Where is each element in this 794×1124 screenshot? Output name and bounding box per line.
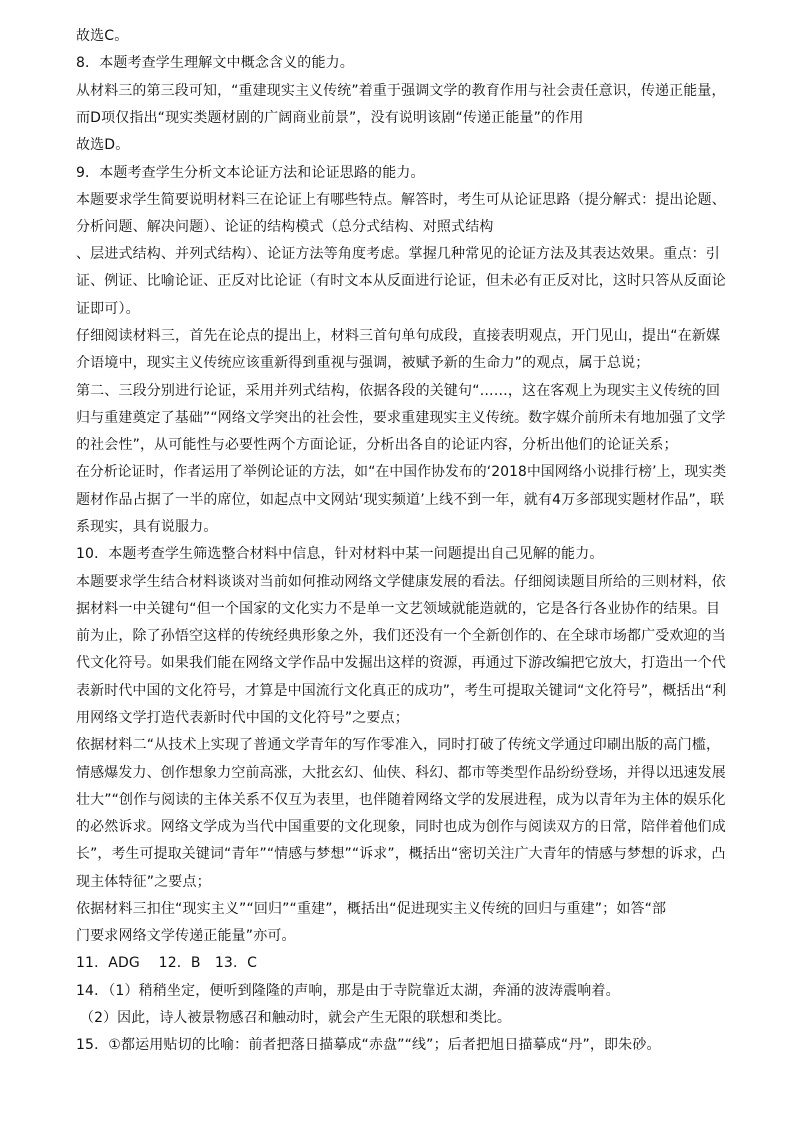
text-line: 系现实，具有说服力。: [76, 519, 218, 535]
text-line: 现主体特征”之要点；: [76, 874, 211, 890]
text-line: 分析问题、解决问题）、论证的结构模式（总分式结构、对照式结构: [76, 219, 494, 235]
text-line: 故选C。: [76, 28, 129, 44]
text-line: 本题要求学生结合材料谈谈对当前如何推动网络文学健康发展的看法。仔细阅读题目所给的三则材料，依: [76, 574, 726, 590]
text-line: 仔细阅读材料三，首先在论点的提出上，材料三首句单句成段，直接表明观点，开门见山，提出“在新媒: [76, 328, 721, 344]
text-line: 10．本题考查学生筛选整合材料中信息，针对材料中某一问题提出自己见解的能力。: [76, 546, 604, 562]
text-line: 从材料三的第三段可知，“重建现实主义传统”着重于强调文学的教育作用与社会责任意识，传递正能量，: [76, 83, 726, 99]
text-line: 在分析论证时，作者运用了举例论证的方法，如“在中国作协发布的‘2018中国网络小说排行榜’上，现实类: [76, 464, 727, 480]
text-line: 用网络文学打造代表新时代中国的文化符号”之要点；: [76, 710, 409, 726]
text-line: 11．ADG 12．B 13．C: [76, 955, 258, 971]
text-line: 表新时代中国的文化符号，才算是中国流行文化真正的成功”，考生可提取关键词“文化符号”，概括出“利: [76, 683, 727, 699]
text-line: 归与重建奠定了基础”“网络文学突出的社会性，要求重建现实主义传统。数字媒介前所未有地加强了文学: [76, 410, 726, 426]
text-line: 壮大”“创作与阅读的主体关系不仅互为表里，也伴随着网络文学的发展进程，成为以青年为主体的娱乐化: [76, 792, 726, 808]
text-line: 第二、三段分别进行论证，采用并列式结构，依据各段的关键句“……，这在客观上为现实主义传统的回: [76, 383, 721, 399]
text-line: 而D项仅指出“现实类题材剧的广阔商业前景”，没有说明该剧“传递正能量”的作用: [76, 110, 584, 126]
text-line: 门要求网络文学传递正能量”亦可。: [76, 928, 296, 944]
text-line: 的社会性”，从可能性与必要性两个方面论证，分析出各自的论证内容，分析出他们的论证关系；: [76, 437, 678, 453]
text-line: 介语境中，现实主义传统应该重新得到重视与强调，被赋予新的生命力”的观点，属于总说；: [76, 355, 650, 371]
text-line: 证、例证、比喻论证、正反对比论证（有时文本从反面进行论证，但未必有正反对比，这时只答从反面论: [76, 273, 726, 289]
text-line: 据材料一中关键句“但一个国家的文化实力不是单一文艺领域就能造就的，它是各行各业协作的结果。目: [76, 601, 721, 617]
text-line: 代文化符号。如果我们能在网络文学作品中发掘出这样的资源，再通过下游改编把它放大，打造出一个代: [76, 655, 726, 671]
text-line: 本题要求学生简要说明材料三在论证上有哪些特点。解答时，考生可从论证思路（提分解式：提出论题、: [76, 192, 726, 208]
text-line: （2）因此，诗人被景物感召和触动时，就会产生无限的联想和类比。: [80, 1010, 511, 1026]
text-line: 长”，考生可提取关键词“青年”“情感与梦想”“诉求”，概括出“密切关注广大青年的情感与梦想的诉求，凸: [76, 846, 726, 862]
text-line: 依据材料二“从技术上实现了普通文学青年的写作零准入，同时打破了传统文学通过印刷出版的高门槛，: [76, 737, 721, 753]
text-line: 证即可）。: [76, 301, 140, 317]
text-line: 的必然诉求。网络文学成为当代中国重要的文化现象，同时也成为创作与阅读双方的日常，陪伴着他们成: [76, 819, 726, 835]
text-line: 故选D。: [76, 137, 130, 153]
text-line: 情感爆发力、创作想象力空前高涨，大批玄幻、仙侠、科幻、都市等类型作品纷纷登场，并得以迅速发展: [76, 765, 726, 781]
text-line: 依据材料三扣住“现实主义”“回归”“重建”，概括出“促进现实主义传统的回归与重建”；如答“部: [76, 901, 667, 917]
text-line: 前为止，除了孙悟空这样的传统经典形象之外，我们还没有一个全新创作的、在全球市场都广受欢迎的当: [76, 628, 726, 644]
text-line: 8．本题考查学生理解文中概念含义的能力。: [76, 55, 354, 71]
text-line: 9．本题考查学生分析文本论证方法和论证思路的能力。: [76, 165, 425, 181]
text-line: 题材作品占据了一半的席位，如起点中文网站‘现实频道’上线不到一年，就有4万多部现实题材作品”，联: [76, 492, 725, 508]
text-line: 、层进式结构、并列式结构）、论证方法等角度考虑。掌握几种常见的论证方法及其表达效果。重点：引: [76, 246, 720, 262]
text-line: 15．①都运用贴切的比喻：前者把落日描摹成“赤盘”“线”；后者把旭日描摹成“丹”，即朱砂。: [76, 1037, 661, 1053]
text-line: 14．（1）稍稍坐定，便听到隆隆的声响，那是由于寺院靠近太湖，奔涌的波涛震响着。: [76, 983, 620, 999]
